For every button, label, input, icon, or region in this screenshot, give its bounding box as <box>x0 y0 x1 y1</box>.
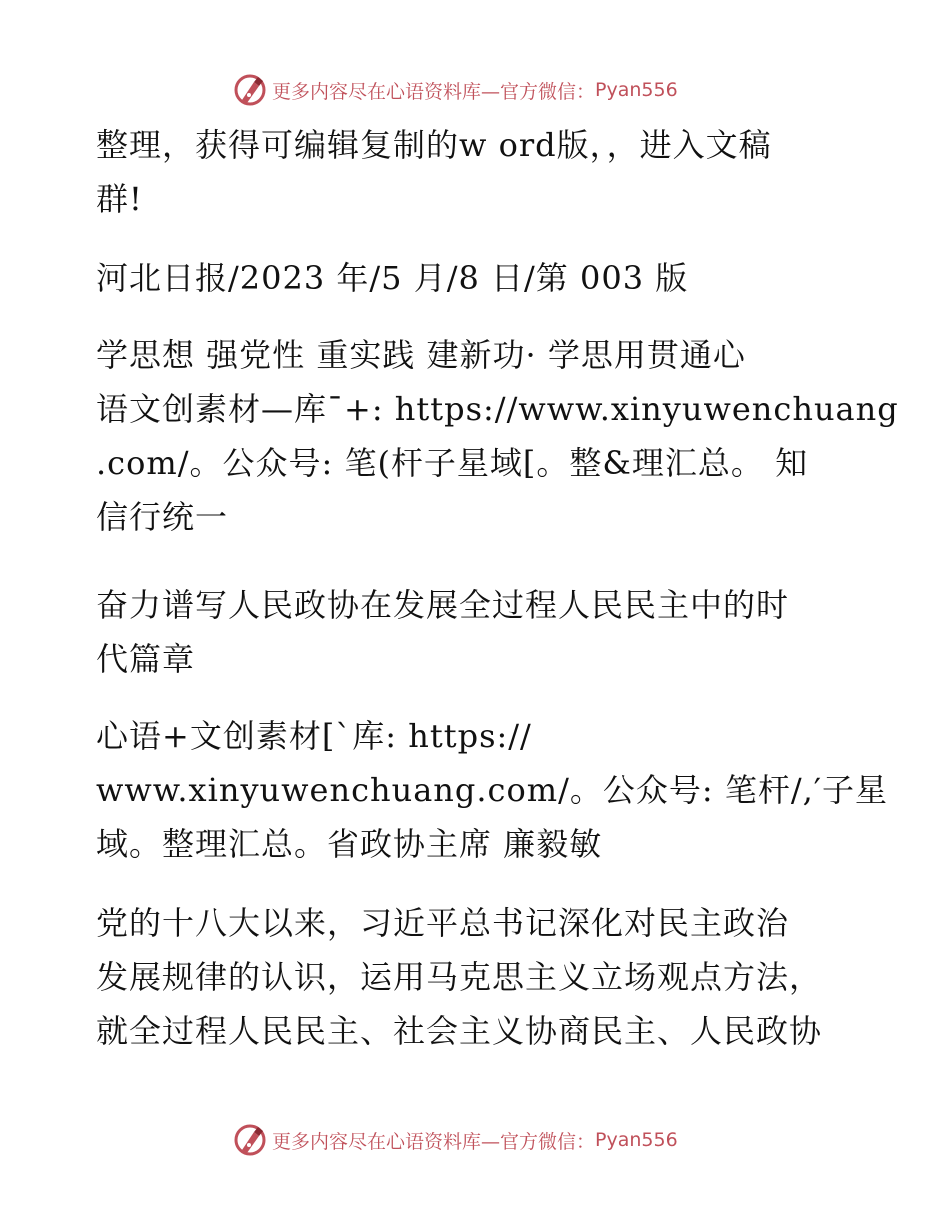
text-line: 就全过程人民民主、社会主义协商民主、人民政协 <box>96 1012 823 1050</box>
text-line: 整理，获得可编辑复制的w ord版，，进入文稿 <box>96 126 772 164</box>
text-line: 发展规律的认识，运用马克思主义立场观点方法， <box>96 958 823 996</box>
paragraph-intro <box>96 118 856 226</box>
paragraph-body <box>96 896 856 1058</box>
text-line: 语文创素材—库¯+: https://www.xinyuwenchuang <box>96 390 899 428</box>
watermark-wechat-id: Pyan556 <box>595 79 678 101</box>
text-line: 河北日报/2023 年/5 月/8 日/第 003 版 <box>96 259 689 297</box>
watermark-text: 更多内容尽在心语资料库—官方微信： <box>272 1130 596 1153</box>
footer-watermark-banner <box>232 1122 678 1158</box>
text-line: 学思想 强党性 重实践 建新功· 学思用贯通心 <box>96 336 746 374</box>
text-line: 群! <box>96 180 143 218</box>
paragraph-headline <box>96 578 856 686</box>
watermark-wechat-id: Pyan556 <box>595 1129 678 1151</box>
paragraph-author <box>96 709 889 871</box>
text-line: 党的十八大以来，习近平总书记深化对民主政治 <box>96 904 790 942</box>
paragraph-source <box>96 251 856 305</box>
text-line: 奋力谱写人民政协在发展全过程人民民主中的时 <box>96 586 790 624</box>
paragraph-theme <box>96 328 899 544</box>
text-line: .com/。公众号: 笔(杆子星域[。整&理汇总。 知 <box>96 444 809 482</box>
text-line: 信行统一 <box>96 498 229 536</box>
watermark-text: 更多内容尽在心语资料库—官方微信： <box>272 80 596 103</box>
pen-nib-logo-icon <box>232 1122 268 1158</box>
text-line: 代篇章 <box>96 640 196 678</box>
pen-nib-logo-icon <box>232 72 268 108</box>
text-line: 心语+文创素材[`库: https:// <box>96 717 532 755</box>
text-line: 域。整理汇总。省政协主席 廉毅敏 <box>96 825 603 863</box>
header-watermark-banner <box>232 72 678 108</box>
text-line: www.xinyuwenchuang.com/。公众号: 笔杆/,′子星 <box>96 771 889 809</box>
